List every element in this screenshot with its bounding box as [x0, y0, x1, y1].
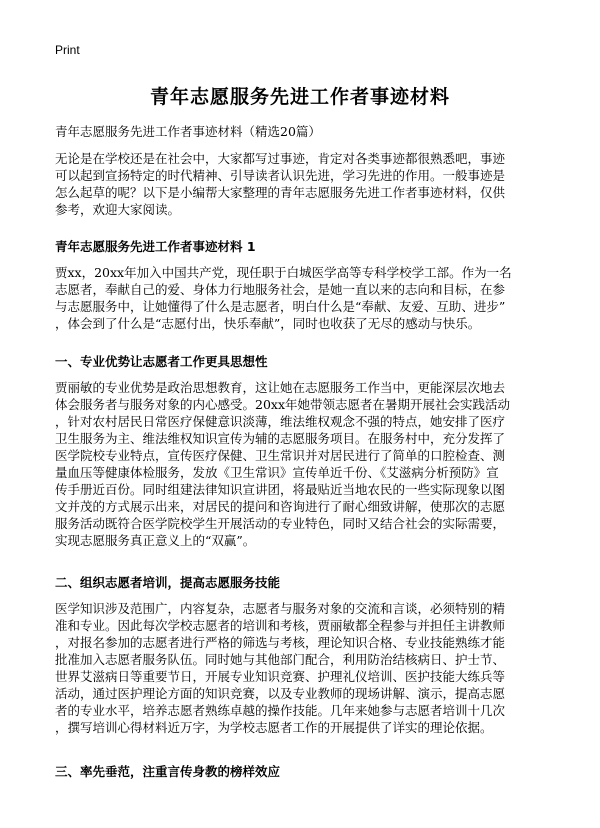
section1-line: ，体会到了什么是“志愿付出，快乐奉献”，同时也收获了无尽的感动与快乐。 — [55, 316, 481, 331]
section1-line: 贾xx，20xx年加入中国共产党，现任职于白城医学高等专科学校学工部。作为一名 — [55, 265, 512, 280]
document-subtitle: 青年志愿服务先进工作者事迹材料（精选20篇） — [55, 124, 321, 139]
paragraph-1-line: ，针对农村居民日常医疗保健意识淡薄，维法维权观念不强的特点，她安排了医疗 — [55, 414, 506, 429]
paragraph-1-line: 贾丽敏的专业优势是政治思想教育，这让她在志愿服务工作当中，更能深层次地去 — [55, 380, 506, 395]
heading-1: 一、专业优势让志愿者工作更具思想性 — [55, 354, 268, 369]
paragraph-1-line: 医学院校专业特点，宣传医疗保健、卫生常识并对居民进行了简单的口腔检查、测 — [55, 448, 506, 463]
document-title: 青年志愿服务先进工作者事迹材料 — [149, 86, 450, 108]
section1-line: 与志愿服务中，让她懂得了什么是志愿者，明白什么是“奉献、友爱、互助、进步” — [55, 299, 506, 314]
paragraph-1-line: 传手册近百份。同时组建法律知识宣讲团，将最贴近当地农民的一些实际现象以图 — [55, 482, 506, 497]
intro-paragraph — [55, 150, 551, 218]
paragraph-2-line: ，撰写培训心得材料近万字，为学校志愿者工作的开展提供了详实的理论依据。 — [55, 720, 493, 735]
paragraph-1 — [55, 379, 551, 549]
paragraph-2-line: 准和专业。因此每次学校志愿者的培训和考核，贾丽敏都全程参与并担任主讲教师 — [55, 618, 506, 633]
heading-2: 二、组织志愿者培训，提高志愿服务技能 — [55, 575, 281, 590]
paragraph-1-line: 体会服务者与服务对象的内心感受。20xx年她带领志愿者在暑期开展社会实践活动 — [55, 397, 511, 412]
paragraph-1-line: 文并茂的方式展示出来，对居民的提问和咨询进行了耐心细致讲解，使那次的志愿 — [55, 499, 506, 514]
section1-paragraph — [55, 264, 551, 332]
paragraph-2-line: 世界艾滋病日等重要节日，开展专业知识竞赛、护理礼仪培训、医护技能大练兵等 — [55, 669, 506, 684]
paragraph-2-line: 医学知识涉及范围广，内容复杂，志愿者与服务对象的交流和言谈，必须特别的精 — [55, 601, 506, 616]
section1-title: 青年志愿服务先进工作者事迹材料 1 — [55, 239, 256, 254]
paragraph-2-line: 者的专业水平，培养志愿者熟练卓越的操作技能。几年来她参与志愿者培训十几次 — [55, 703, 506, 718]
intro-line: 可以起到宣扬特定的时代精神、引导读者认识先进，学习先进的作用。一般事迹是 — [55, 168, 506, 183]
paragraph-2-line: 活动，通过医护理论方面的知识竞赛，以及专业教师的现场讲解、演示，提高志愿 — [55, 686, 506, 701]
paragraph-1-line: 服务活动既符合医学院校学生开展活动的专业特色，同时又结合社会的实际需要， — [55, 516, 506, 531]
paragraph-2-line: 批准加入志愿者服务队伍。同时她与其他部门配合，利用防治结核病日、护士节、 — [55, 652, 506, 667]
paragraph-2 — [55, 600, 551, 736]
heading-3: 三、率先垂范，注重言传身教的榜样效应 — [55, 764, 281, 779]
section1-line: 志愿者，奉献自己的爱、身体力行地服务社会，是她一直以来的志向和目标，在参 — [55, 282, 506, 297]
paragraph-1-line: 卫生服务为主、维法维权知识宣传为辅的志愿服务项目。在服务村中，充分发挥了 — [55, 431, 506, 446]
intro-line: 怎么起草的呢？以下是小编帮大家整理的青年志愿服务先进工作者事迹材料，仅供 — [55, 185, 506, 200]
paragraph-2-line: ，对报名参加的志愿者进行严格的筛选与考核，理论知识合格、专业技能熟练才能 — [55, 635, 506, 650]
paragraph-1-line: 量血压等健康体检服务，发放《卫生常识》宣传单近千份、《艾滋病分析预防》宣 — [55, 465, 499, 480]
intro-line: 无论是在学校还是在社会中，大家都写过事迹，肯定对各类事迹都很熟悉吧，事迹 — [55, 151, 506, 166]
intro-line: 参考，欢迎大家阅读。 — [55, 202, 181, 217]
print-link[interactable]: Print — [55, 43, 80, 57]
paragraph-1-line: 实现志愿服务真正意义上的“双赢”。 — [55, 533, 256, 548]
